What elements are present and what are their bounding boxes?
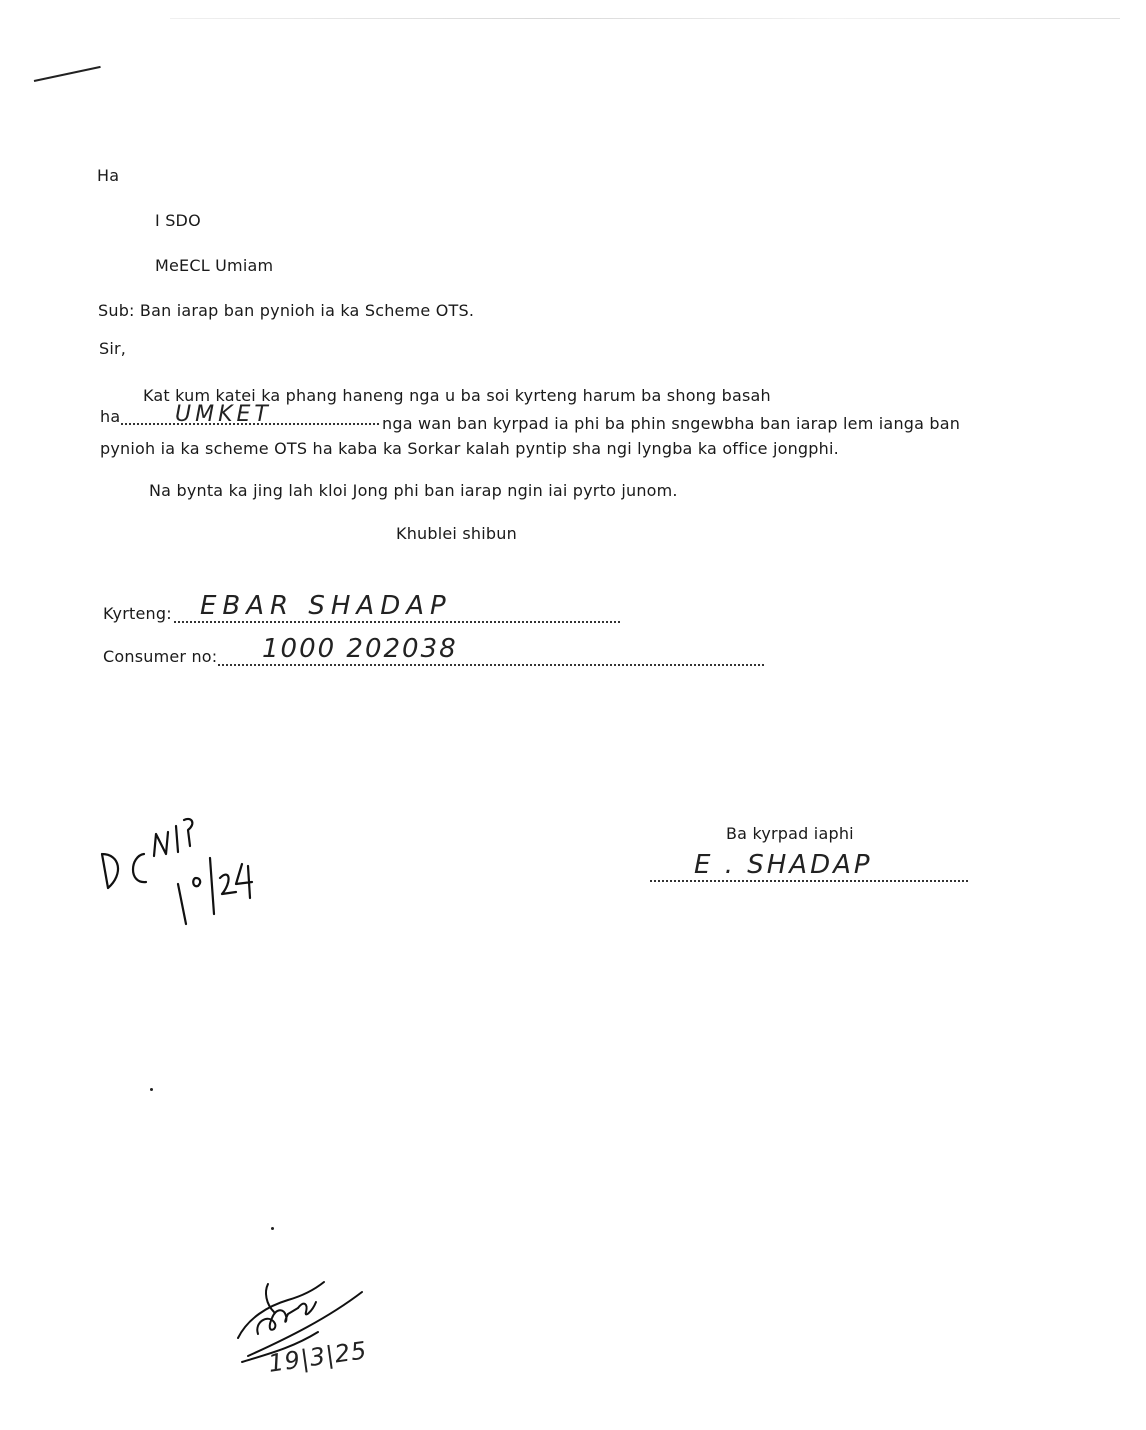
body-line-3: pynioh ia ka scheme OTS ha kaba ka Sorkar kalah pyntip sha ngi lyngba ka office jongphi. [100,439,839,458]
consumer-label: Consumer no: [103,647,218,666]
name-handwritten-value: EBAR SHADAP [200,591,452,621]
body-line-2-prefix: ha [100,407,121,426]
signature-dotted-line [650,880,968,882]
name-label: Kyrteng: [103,604,172,623]
scan-artifact-line [170,18,1120,19]
scan-speck [150,1088,153,1091]
consumer-handwritten-value: 1000 202038 [262,634,458,664]
signature-handwritten: E . SHADAP [694,850,873,880]
place-handwritten-value: UMKET [175,402,272,427]
recipient-line-1: I SDO [155,211,201,230]
recipient-line-2: MeECL Umiam [155,256,274,275]
body-line-1: Kat kum katei ka phang haneng nga u ba soi kyrteng harum ba shong basah [143,386,771,405]
body-line-2-suffix: nga wan ban kyrpad ia phi ba phin sngewbha ban iarap lem ianga ban [382,414,961,433]
closing: Khublei shibun [396,524,517,543]
pen-stroke-mark [34,66,101,82]
dc-note-drawing [96,812,276,942]
name-dotted-line [174,621,620,623]
officer-signature-date: 19|3|25 [266,1336,369,1378]
officer-signature [228,1278,378,1388]
dc-handwritten-note [96,812,276,942]
consumer-dotted-line [218,664,764,666]
salutation-to: Ha [97,166,120,185]
subject-line: Sub: Ban iarap ban pynioh ia ka Scheme OTS. [98,301,475,320]
scan-speck [271,1227,274,1230]
greeting: Sir, [99,339,127,358]
body-line-4: Na bynta ka jing lah kloi Jong phi ban iarap ngin iai pyrto junom. [149,481,678,500]
signoff-label: Ba kyrpad iaphi [726,824,854,843]
